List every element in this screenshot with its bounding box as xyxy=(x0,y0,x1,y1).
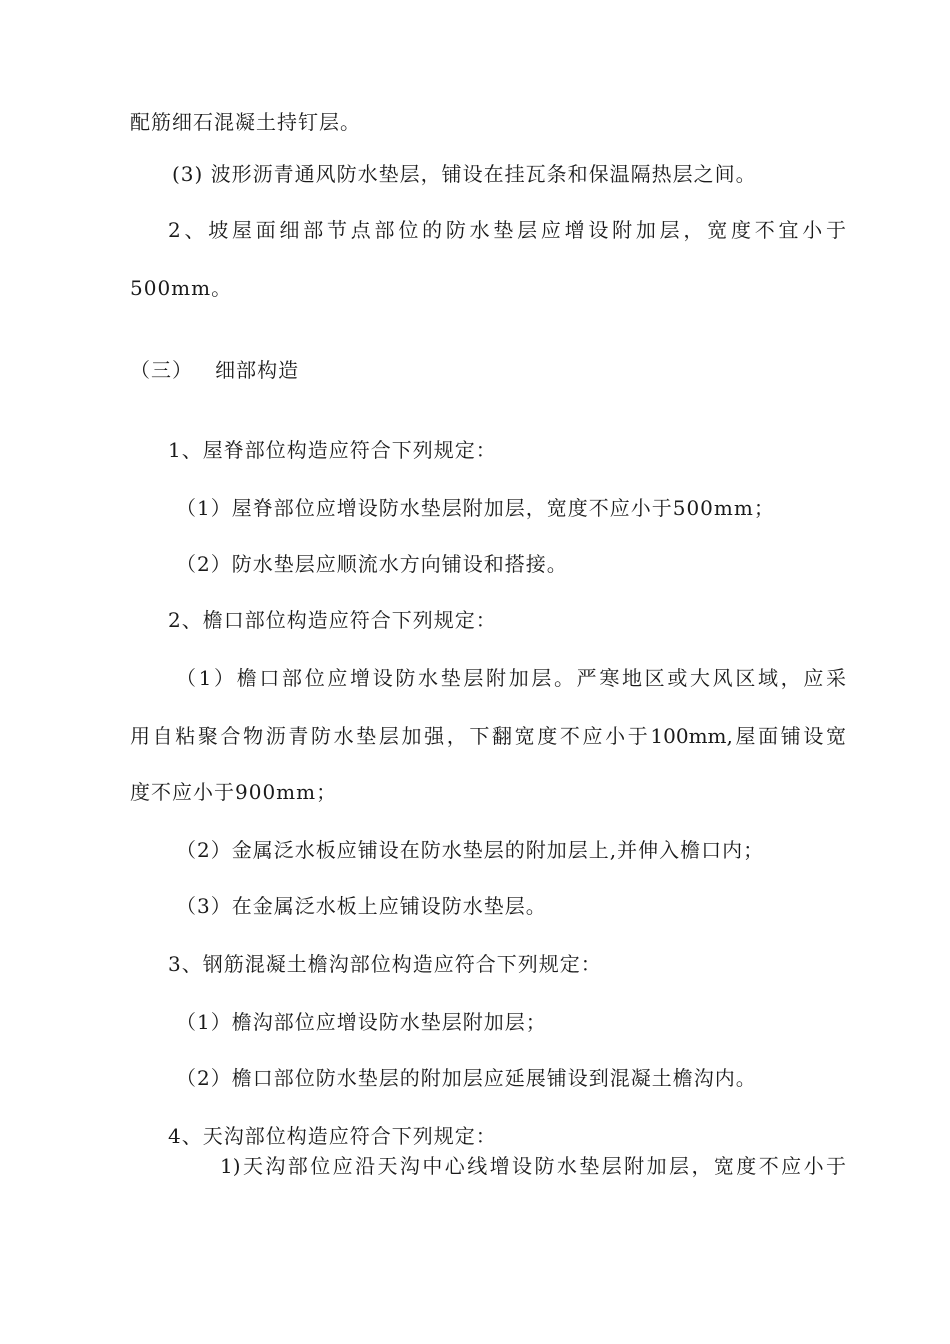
text-line: 配筋细石混凝土持钉层。 xyxy=(130,110,361,134)
text-line: （3）在金属泛水板上应铺设防水垫层。 xyxy=(176,894,547,918)
text-line: 1、屋脊部位构造应符合下列规定： xyxy=(168,438,497,462)
text-line: （1）檐口部位应增设防水垫层附加层。严寒地区或大风区域，应采 xyxy=(176,666,846,690)
text-line: （2）檐口部位防水垫层的附加层应延展铺设到混凝土檐沟内。 xyxy=(176,1066,757,1090)
text-line: 1)天沟部位应沿天沟中心线增设防水垫层附加层，宽度不应小于 xyxy=(220,1154,846,1178)
text-line: (3) 波形沥青通风防水垫层，铺设在挂瓦条和保温隔热层之间。 xyxy=(172,162,757,186)
text-line: 用自粘聚合物沥青防水垫层加强，下翻宽度不应小于100mm,屋面铺设宽 xyxy=(130,724,846,748)
text-line: 4、天沟部位构造应符合下列规定： xyxy=(168,1124,497,1148)
text-line: （2）防水垫层应顺流水方向铺设和搭接。 xyxy=(176,552,568,576)
text-line: （1）檐沟部位应增设防水垫层附加层； xyxy=(176,1010,547,1034)
text-line: 2、坡屋面细部节点部位的防水垫层应增设附加层，宽度不宜小于 xyxy=(168,218,846,242)
text-line: 2、檐口部位构造应符合下列规定： xyxy=(168,608,497,632)
text-line: （1）屋脊部位应增设防水垫层附加层，宽度不应小于500mm； xyxy=(176,496,775,520)
text-line: 度不应小于900mm； xyxy=(130,780,338,804)
text-line: 3、钢筋混凝土檐沟部位构造应符合下列规定： xyxy=(168,952,602,976)
section-heading: （三） 细部构造 xyxy=(130,358,300,382)
text-line: （2）金属泛水板应铺设在防水垫层的附加层上,并伸入檐口内； xyxy=(176,838,765,862)
text-line: 500mm。 xyxy=(130,276,233,300)
